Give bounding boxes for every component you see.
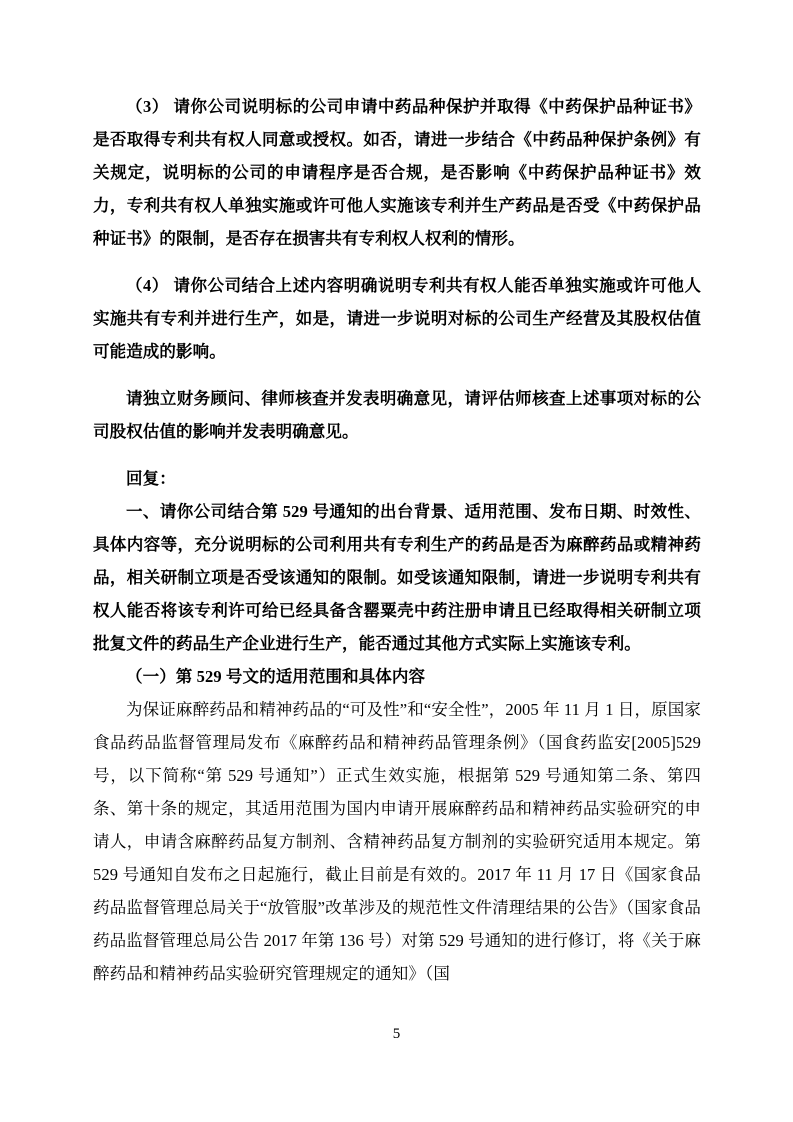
paragraph-item-one: 一、请你公司结合第 529 号通知的出台背景、适用范围、发布日期、时效性、具体内容等，充分说明标的公司利用共有专利生产的药品是否为麻醉药品或精神药品，相关研制立项是否受该通知的限制。如受该通知限制，请进一步说明专利共有权人能否将该专利许可给已经具备含罂粟壳中药注册申请且已经取得相关研制立项批复文件的药品生产企业进行生产，能否通过其他方式实际上实施该专利。 xyxy=(93,502,701,653)
paragraph-body-1: 为保证麻醉药品和精神药品的“可及性”和“安全性”，2005 年 11 月 1 日，原国家食品药品监督管理局发布《麻醉药品和精神药品管理条例》（国食药监安[2005]529 号，以下简称“第 529 号通知”）正式生效实施，根据第 529 号通知第二条、第四条、第十条的规定，其适用范围为国内申请开展麻醉药品和精神药品实验研究的申请人，申请含麻醉药品复方制剂、含精神药品复方制剂的实验研究适用本规定。第 529 号通知自发布之日起施行，截止目前是有效的。2017 年 11 月 17 日《国家食品药品监督管理总局关于“放管服”改革涉及的规范性文件清理结果的公告》（国家食品药品监督管理总局公告 2017 年第 136 号）对第 529 号通知的进行修订，将《关于麻醉药品和精神药品实验研究管理规定的通知》（国 xyxy=(93,700,701,983)
paragraph-advisor-opinion: 请独立财务顾问、律师核查并发表明确意见，请评估师核查上述事项对标的公司股权估值的影响并发表明确意见。 xyxy=(93,389,701,441)
paragraph-question-4: （4） 请你公司结合上述内容明确说明专利共有权人能否单独实施或许可他人实施共有专利并进行生产，如是，请进一步说明对标的公司生产经营及其股权估值可能造成的影响。 xyxy=(93,276,701,361)
paragraph-question-3: （3） 请你公司说明标的公司申请中药品种保护并取得《中药保护品种证书》是否取得专利共有权人同意或授权。如否，请进一步结合《中药品种保护条例》有关规定，说明标的公司的申请程序是否合规，是否影响《中药保护品种证书》效力，专利共有权人单独实施或许可他人实施该专利并生产药品是否受《中药保护品种证书》的限制，是否存在损害共有专利权人权利的情形。 xyxy=(93,97,701,248)
paragraph-reply-label: 回复： xyxy=(126,469,176,488)
document-body xyxy=(93,90,701,990)
paragraph-subsection-one: （一）第 529 号文的适用范围和具体内容 xyxy=(126,667,426,686)
page-number: 5 xyxy=(392,1026,401,1042)
